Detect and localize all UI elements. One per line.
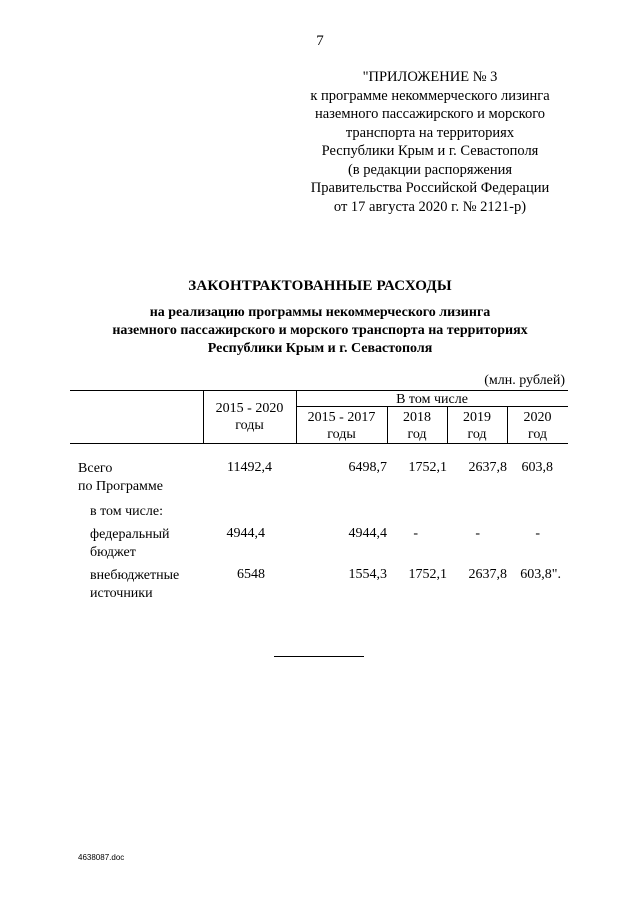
appendix-header [290,68,570,216]
cell-2020: - [535,526,540,541]
row-label-line: бюджет [90,545,136,560]
cell-2020: 603,8". [520,567,561,582]
subtitle-line: на реализацию программы некоммерческого лизинга [149,305,491,320]
header-unit: год [527,427,548,442]
header-col [507,409,568,443]
row-label [90,526,170,562]
cell-total: 6548 [237,567,265,582]
end-separator [274,656,364,657]
header-year: 2018 [403,410,431,425]
header-including: В том числе [396,392,468,407]
appendix-line: транспорта на территориях [345,124,515,141]
header-unit: год [467,427,487,442]
cell-2018: 1752,1 [408,567,447,582]
row-label-line: внебюджетные [90,568,180,583]
appendix-line: к программе некоммерческого лизинга [310,87,550,104]
cell-2019: 2637,8 [468,567,507,582]
row-label-line: Всего [78,461,113,476]
cell-2015-2017: 1554,3 [348,567,387,582]
row-label-line: по Программе [78,479,163,494]
cell-2018: - [413,526,418,541]
units-label: (млн. рублей) [484,373,565,388]
row-label [78,460,163,496]
header-year: 2020 [523,410,552,425]
footer-filename: 4638087.doc [78,853,125,862]
header-unit: год [407,427,427,442]
header-year: 2015 - 2017 [307,410,376,425]
appendix-line: "ПРИЛОЖЕНИЕ № 3 [362,69,498,85]
row-label-line: источники [90,586,153,601]
header-unit: годы [235,418,264,433]
row-subheading: в том числе: [90,504,163,519]
header-total-period [203,400,296,434]
header-col [447,409,507,443]
appendix-line: (в редакции распоряжения [347,161,513,178]
cell-2019: 2637,8 [468,460,507,475]
appendix-line: Республики Крым и г. Севастополя [321,143,539,159]
cell-2018: 1752,1 [408,460,447,475]
document-subtitle [0,304,640,358]
cell-2015-2017: 6498,7 [348,460,387,475]
header-year: 2019 [463,410,491,425]
header-year: 2015 - 2020 [215,401,284,416]
header-col [387,409,447,443]
cell-2020: 603,8 [521,460,553,475]
header-col [296,409,387,443]
appendix-line: Правительства Российской Федерации [310,180,550,196]
subtitle-line: наземного пассажирского и морского транспорта на территориях [112,323,528,338]
cell-total: 4944,4 [226,526,265,541]
row-label-line: федеральный [90,527,170,542]
cell-total: 11492,4 [227,460,272,475]
page-number: 7 [316,33,324,49]
appendix-line: от 17 августа 2020 г. № 2121-р) [333,198,527,215]
row-label [90,567,179,603]
cell-2019: - [475,526,480,541]
header-bottom-border [70,443,568,444]
document-title: ЗАКОНТРАКТОВАННЫЕ РАСХОДЫ [188,278,452,294]
subtitle-line: Республики Крым и г. Севастополя [207,341,433,356]
appendix-line: наземного пассажирского и морского [314,106,546,122]
header-unit: годы [327,427,356,442]
cell-2015-2017: 4944,4 [348,526,387,541]
